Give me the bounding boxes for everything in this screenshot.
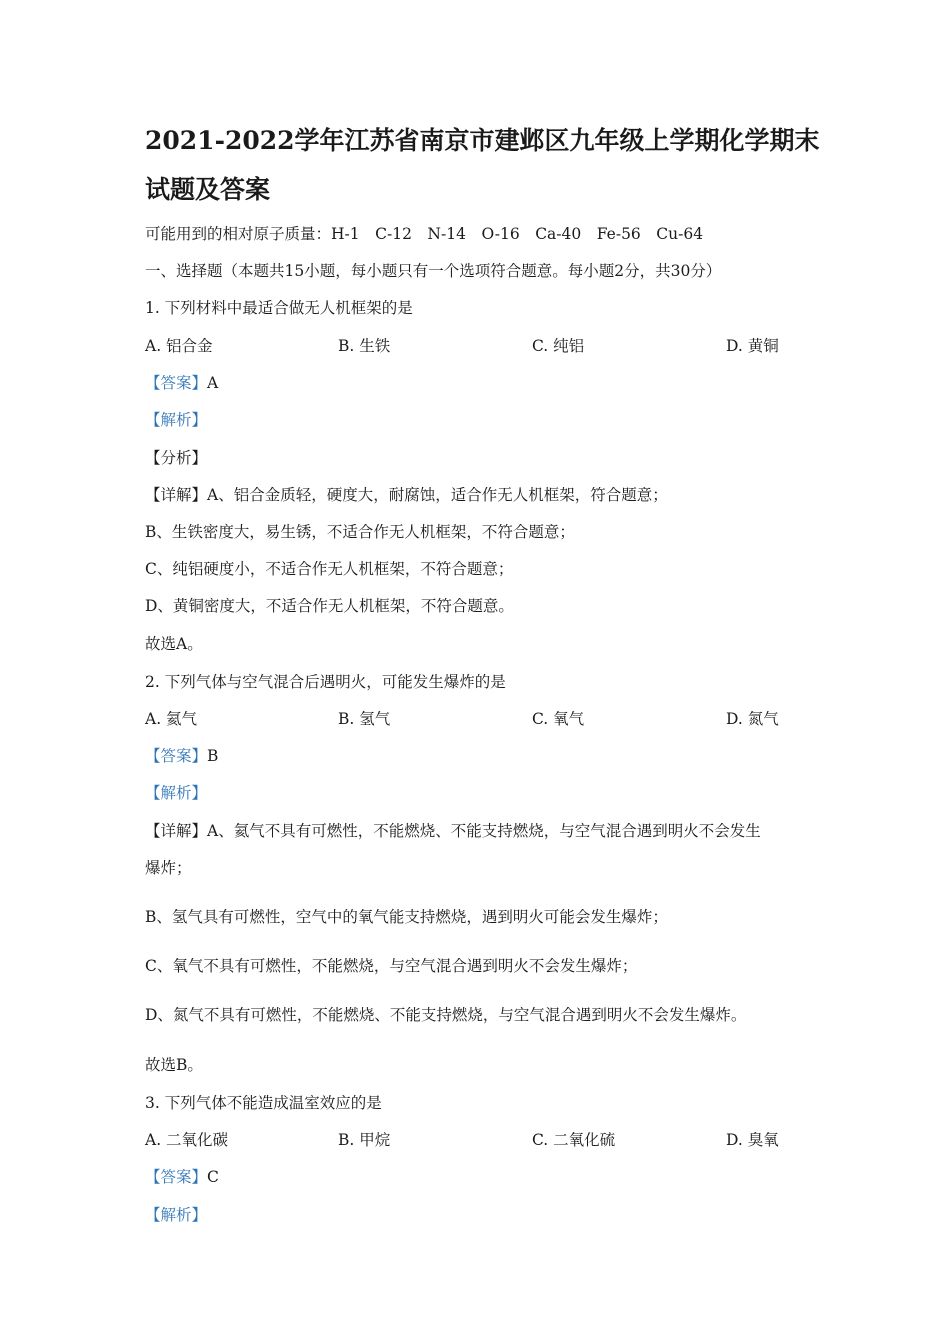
q3-option-d: D. 臭氧 xyxy=(726,1131,779,1149)
q2-detail-a-text: A、氦气不具有可燃性，不能燃烧、不能支持燃烧，与空气混合遇到明火不会发生 xyxy=(207,822,761,840)
q2-option-c: C. 氧气 xyxy=(532,710,585,728)
answer-label: 【答案】 xyxy=(145,374,208,392)
q3-answer-value: C xyxy=(207,1168,219,1186)
atomic-masses: 可能用到的相对原子质量：H-1 C-12 N-14 O-16 Ca-40 Fe-56 Cu-64 xyxy=(145,225,704,243)
analysis-label: 【解析】 xyxy=(145,411,208,429)
q3-stem: 3. 下列气体不能造成温室效应的是 xyxy=(145,1094,382,1112)
answer-label: 【答案】 xyxy=(145,747,208,765)
q1-stem: 1. 下列材料中最适合做无人机框架的是 xyxy=(145,299,413,317)
q2-detail-b: B、氢气具有可燃性，空气中的氧气能支持燃烧，遇到明火可能会发生爆炸； xyxy=(145,908,668,926)
q1-detail-d: D、黄铜密度大，不适合作无人机框架，不符合题意。 xyxy=(145,597,514,615)
q1-detail-c: C、纯铝硬度小，不适合作无人机框架，不符合题意； xyxy=(145,560,514,578)
document-title-line1: 2021-2022学年江苏省南京市建邺区九年级上学期化学期末 xyxy=(145,126,820,155)
q1-conclusion: 故选A。 xyxy=(145,635,203,653)
q2-detail-a-cont: 爆炸； xyxy=(145,859,192,877)
q2-analysis-label xyxy=(145,782,207,804)
detail-label: 【详解】 xyxy=(145,486,208,504)
q1-option-b: B. 生铁 xyxy=(338,337,391,355)
analysis-label: 【解析】 xyxy=(145,1206,208,1224)
q2-option-a: A. 氦气 xyxy=(145,710,198,728)
q1-analysis-label xyxy=(145,409,207,431)
q2-conclusion: 故选B。 xyxy=(145,1056,203,1074)
q2-detail-c: C、氧气不具有可燃性，不能燃烧，与空气混合遇到明火不会发生爆炸； xyxy=(145,957,638,975)
q2-answer xyxy=(145,745,218,767)
q1-option-d: D. 黄铜 xyxy=(726,337,779,355)
q3-analysis-label xyxy=(145,1204,207,1226)
section-header: 一、选择题（本题共15小题，每小题只有一个选项符合题意。每小题2分，共30分） xyxy=(145,262,722,280)
q1-detail-a xyxy=(145,484,668,506)
q2-detail-a xyxy=(145,820,761,842)
detail-label: 【详解】 xyxy=(145,822,208,840)
q1-fenxi-label: 【分析】 xyxy=(145,449,208,467)
q3-option-b: B. 甲烷 xyxy=(338,1131,391,1149)
q3-option-a: A. 二氧化碳 xyxy=(145,1131,229,1149)
q1-detail-b: B、生铁密度大，易生锈，不适合作无人机框架，不符合题意； xyxy=(145,523,575,541)
analysis-label: 【解析】 xyxy=(145,784,208,802)
q1-detail-a-text: A、铝合金质轻，硬度大，耐腐蚀，适合作无人机框架，符合题意； xyxy=(207,486,668,504)
q2-option-b: B. 氢气 xyxy=(338,710,391,728)
q2-detail-d: D、氮气不具有可燃性，不能燃烧、不能支持燃烧，与空气混合遇到明火不会发生爆炸。 xyxy=(145,1006,747,1024)
document-title-line2: 试题及答案 xyxy=(145,175,271,204)
q2-option-d: D. 氮气 xyxy=(726,710,779,728)
q3-option-c: C. 二氧化硫 xyxy=(532,1131,616,1149)
q1-answer xyxy=(145,372,218,394)
q2-stem: 2. 下列气体与空气混合后遇明火，可能发生爆炸的是 xyxy=(145,673,506,691)
q3-answer xyxy=(145,1166,219,1188)
answer-label: 【答案】 xyxy=(145,1168,208,1186)
q2-answer-value: B xyxy=(207,747,219,765)
q1-option-a: A. 铝合金 xyxy=(145,337,213,355)
q1-answer-value: A xyxy=(207,374,219,392)
q1-option-c: C. 纯铝 xyxy=(532,337,585,355)
